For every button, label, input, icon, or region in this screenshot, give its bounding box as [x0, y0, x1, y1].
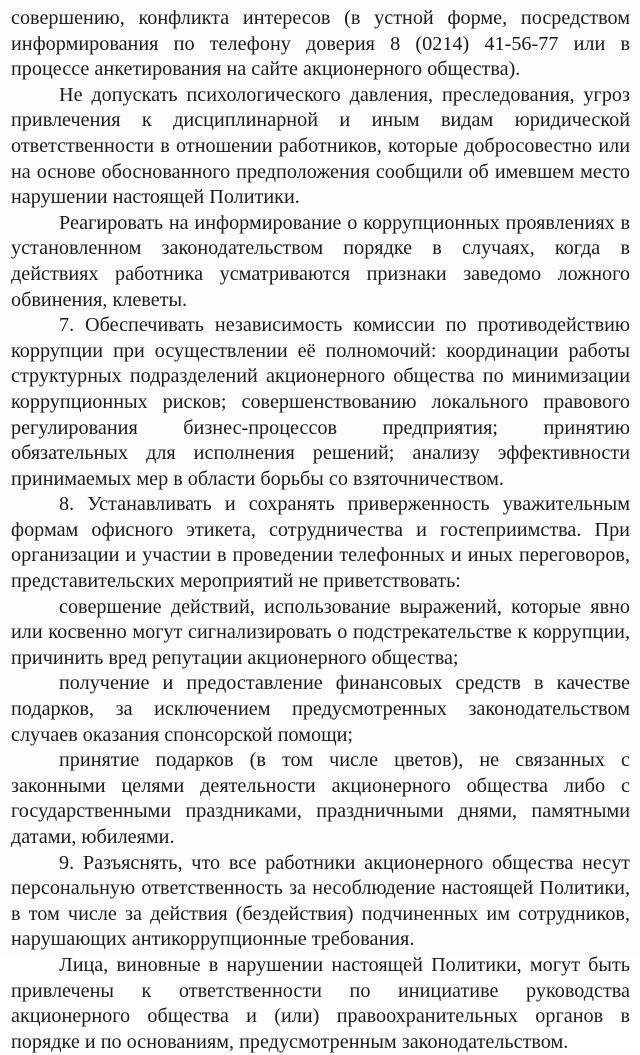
paragraph-no-pressure: Не допускать психологического давления, преследования, угроз привлечения к дисциплинарной и иным видам юридической ответственности в отношении работников, которые добросовестно или на основе обоснованного предположения сообщили об имевшем место нарушении настоящей Политики. — [11, 83, 630, 209]
paragraph-continuation: совершению, конфликта интересов (в устной форме, посредством информирования по телефону доверия 8 (0214) 41-56-77 или в процессе анкетирования на сайте акционерного общества). — [11, 7, 630, 81]
paragraph-item-8: 8. Устанавливать и сохранять приверженность уважительным формам офисного этикета, сотрудничества и гостеприимства. При организации и участии в проведении телефонных и иных переговоров, представительских мероприятий не приветствовать: — [11, 493, 630, 593]
paragraph-false-reporting: Реагировать на информирование о коррупционных проявлениях в установленном законодательством порядке в случаях, когда в действиях работника усматриваются признаки заведомо ложного обвинения, клеветы. — [11, 211, 630, 311]
paragraph-liability: Лица, виновные в нарушении настоящей Политики, могут быть привлечены к ответственности по инициативе руководства акционерного общества и (или) правоохранительных органов в порядке и по основаниям, предусмотренным законодательством. — [11, 953, 630, 1053]
paragraph-item-9: 9. Разъяснять, что все работники акционерного общества несут персональную ответственность за несоблюдение настоящей Политики, в том числе за действия (бездействия) подчиненных им сотрудников, нарушающих антикоррупционные требования. — [11, 851, 630, 951]
paragraph-item-8-point-1: совершение действий, использование выражений, которые явно или косвенно могут сигнализировать о подстрекательстве к коррупции, причинить вред репутации акционерного общества; — [11, 595, 630, 669]
paragraph-item-8-point-2: получение и предоставление финансовых средств в качестве подарков, за исключением предусмотренных законодательством случаев оказания спонсорской помощи; — [11, 672, 630, 746]
paragraph-item-7: 7. Обеспечивать независимость комиссии по противодействию коррупции при осуществлении её полномочий: координации работы структурных подразделений акционерного общества по минимизации коррупционных рисков; совершенствованию локального правового регулирования бизнес-процессов предприятия; принятию обязательных для исполнения решений; анализу эффективности принимаемых мер в области борьбы со взяточничеством. — [11, 314, 630, 490]
paragraph-item-8-point-3: принятие подарков (в том числе цветов), не связанных с законными целями деятельности акционерного общества либо с государственными праздниками, праздничными днями, памятными датами, юбилеями. — [11, 749, 630, 848]
